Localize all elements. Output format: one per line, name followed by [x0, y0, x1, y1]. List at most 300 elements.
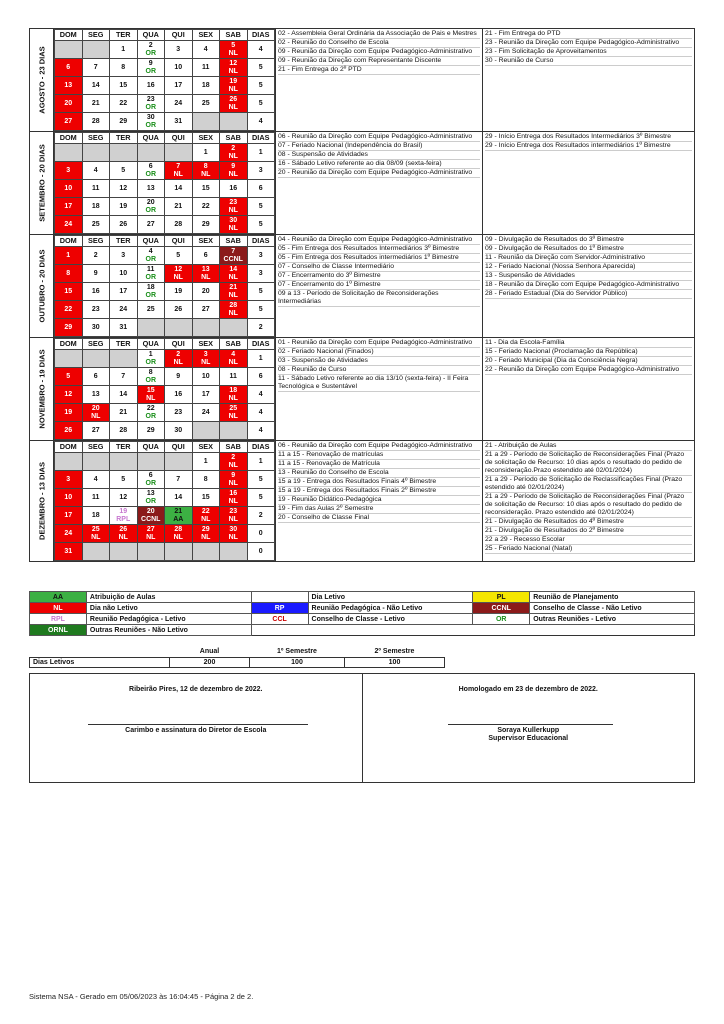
day-cell — [220, 113, 248, 131]
weekday-header: QUI — [165, 339, 193, 350]
day-code: OR — [145, 170, 156, 178]
day-cell — [110, 144, 138, 162]
legend-code: OR — [473, 614, 530, 625]
day-cell: 24 — [192, 404, 220, 422]
day-cell: 1 — [192, 453, 220, 471]
day-cell: 28 NL — [220, 301, 248, 319]
day-cell: 11 — [192, 59, 220, 77]
event-item: 19 - Fim das Aulas 2º Semestre — [278, 505, 480, 514]
weekday-header: TER — [110, 236, 138, 247]
day-cell: 23 NL — [220, 507, 248, 525]
day-cell — [82, 350, 110, 368]
day-cell: 9 NL — [220, 471, 248, 489]
day-cell: 6 — [82, 368, 110, 386]
legend-code: RPL — [30, 614, 87, 625]
day-cell: 2 NL — [220, 453, 248, 471]
day-cell: 30 — [82, 319, 110, 337]
week-school-days: 5 — [247, 489, 275, 507]
day-cell: 17 — [55, 198, 83, 216]
day-cell: 16 — [220, 180, 248, 198]
day-cell: 8 — [55, 265, 83, 283]
event-item: 07 - Encerramento do 3º Bimestre — [278, 272, 480, 281]
day-cell: 29 — [137, 422, 165, 440]
event-item: 07 - Encerramento do 1º Bimestre — [278, 281, 480, 290]
day-cell — [137, 453, 165, 471]
day-cell — [55, 41, 83, 59]
month-calendar — [54, 29, 275, 131]
legend-label: Reunião Pedagógica - Não Letivo — [308, 603, 473, 614]
day-cell: 5 — [110, 162, 138, 180]
month-label — [30, 235, 54, 337]
director-caption: Carimbo e assinatura do Diretor de Escola — [125, 727, 267, 734]
weekday-header: SEG — [82, 30, 110, 41]
summary-annual-value: 200 — [170, 657, 250, 667]
event-item: 21 a 29 - Período de Solicitação de Reconsiderações Final (Prazo de solicitação de Recurso: 10 dias após o resultado do pedido de reconsideração. Prazo estendido até 02/01/2024) — [485, 493, 692, 518]
event-item: 22 a 29 - Recesso Escolar — [485, 536, 692, 545]
day-cell: 30 NL — [220, 216, 248, 234]
weekday-header: DOM — [55, 236, 83, 247]
month-label-text: OUTUBRO - 20 DIAS — [37, 249, 46, 323]
events-list-secondary — [482, 235, 694, 337]
event-item: 11 - Reunião da Direção com Servidor-Administrativo — [485, 254, 692, 263]
event-item: 02 - Reunião do Conselho de Escola — [278, 39, 480, 48]
day-code: OR — [145, 121, 156, 129]
event-item: 11 - Sábado Letivo referente ao dia 13/10 (sexta-feira) - II Feira Tecnológica e Sustentável — [278, 375, 480, 392]
day-cell: 21 NL — [220, 283, 248, 301]
supervisor-signature — [363, 674, 695, 782]
month-label-text: SETEMBRO - 20 DIAS — [37, 144, 46, 222]
week-school-days: 5 — [247, 283, 275, 301]
day-code: OR — [145, 291, 156, 299]
month-label-text: DEZEMBRO - 13 DIAS — [37, 462, 46, 540]
day-cell: 18 NL — [220, 386, 248, 404]
event-item: 23 - Fim Solicitação de Aproveitamentos — [485, 48, 692, 57]
day-cell: 16 NL — [220, 489, 248, 507]
legend-code: PL — [473, 592, 530, 603]
day-cell: 22 — [110, 95, 138, 113]
day-cell: 9 NL — [220, 162, 248, 180]
day-cell: 18 — [82, 198, 110, 216]
day-cell: 12 — [110, 489, 138, 507]
event-item: 06 - Reunião da Direção com Equipe Pedagógico-Administrativo — [278, 133, 480, 142]
event-item: 29 - Início Entrega dos Resultados intermediários 1º Bimestre — [485, 142, 692, 151]
day-code: OR — [145, 49, 156, 57]
day-cell: 5 — [165, 247, 193, 265]
day-cell — [165, 319, 193, 337]
day-cell — [82, 453, 110, 471]
day-cell — [192, 543, 220, 561]
event-item: 21 - Divulgação de Resultados do 4º Bimestre — [485, 518, 692, 527]
event-item: 11 a 15 - Renovação de matrículas — [278, 451, 480, 460]
week-school-days: 4 — [247, 422, 275, 440]
day-cell: 28 — [165, 216, 193, 234]
day-cell: 26 — [55, 422, 83, 440]
day-cell: 11 — [82, 180, 110, 198]
event-item: 13 - Reunião do Conselho de Escola — [278, 469, 480, 478]
week-school-days: 5 — [247, 471, 275, 489]
day-cell: 10 — [110, 265, 138, 283]
day-cell: 1 — [55, 247, 83, 265]
summary-annual-header: Anual — [199, 648, 220, 656]
day-cell: 6 — [192, 247, 220, 265]
day-cell: 4 OR — [137, 247, 165, 265]
day-cell: 15 NL — [137, 386, 165, 404]
day-cell: 14 — [165, 489, 193, 507]
day-cell: 30 — [165, 422, 193, 440]
summary-s1-value: 100 — [250, 657, 345, 667]
day-cell: 20 NL — [82, 404, 110, 422]
legend-label: Outras Reuniões - Letivo — [530, 614, 695, 625]
day-cell: 10 — [55, 489, 83, 507]
event-item: 23 - Reunião da Direção com Equipe Pedagógico-Administrativo — [485, 39, 692, 48]
day-cell: 27 — [82, 422, 110, 440]
day-cell: 2 NL — [220, 144, 248, 162]
day-cell: 30 OR — [137, 113, 165, 131]
week-school-days: 4 — [247, 404, 275, 422]
legend-code: RP — [251, 603, 308, 614]
day-code: OR — [145, 273, 156, 281]
day-cell: 14 — [82, 77, 110, 95]
legend-label: Conselho de Classe - Não Letivo — [530, 603, 695, 614]
month-calendar — [54, 441, 275, 561]
event-item: 08 - Suspensão de Atividades — [278, 151, 480, 160]
day-cell: 24 — [55, 216, 83, 234]
day-cell: 7 CCNL — [220, 247, 248, 265]
events-list-secondary — [482, 132, 694, 234]
day-cell: 25 — [82, 216, 110, 234]
day-cell: 4 NL — [220, 350, 248, 368]
day-cell — [110, 543, 138, 561]
day-cell: 11 OR — [137, 265, 165, 283]
weekday-header: QUA — [137, 442, 165, 453]
day-cell: 15 — [55, 283, 83, 301]
events-list-secondary — [482, 29, 694, 131]
day-cell: 17 — [165, 77, 193, 95]
month-block — [29, 28, 695, 131]
day-code: OR — [145, 412, 156, 420]
day-cell: 8 — [110, 59, 138, 77]
place-date: Ribeirão Pires, 12 de dezembro de 2022. — [129, 686, 263, 693]
event-item: 16 - Sábado Letivo referente ao dia 08/09 (sexta-feira) — [278, 160, 480, 169]
month-label-text: NOVEMBRO - 19 DIAS — [37, 349, 46, 429]
week-school-days: 1 — [247, 350, 275, 368]
day-cell: 17 — [55, 507, 83, 525]
day-cell: 22 OR — [137, 404, 165, 422]
weekday-header: DOM — [55, 30, 83, 41]
day-cell: 12 — [110, 180, 138, 198]
event-item: 07 - Conselho de Classe Intermediário — [278, 263, 480, 272]
events-list-primary — [275, 338, 482, 440]
day-cell: 29 — [55, 319, 83, 337]
weekday-header: QUI — [165, 442, 193, 453]
day-cell: 1 — [192, 144, 220, 162]
legend-label: Outras Reuniões - Não Letivo — [86, 625, 251, 636]
event-item: 15 a 19 - Entrega dos Resultados Finais 2º Bimestre — [278, 487, 480, 496]
day-cell: 13 NL — [192, 265, 220, 283]
day-cell: 23 — [165, 404, 193, 422]
week-school-days: 0 — [247, 525, 275, 543]
day-cell: 19 RPL — [110, 507, 138, 525]
summary-row-label: Dias Letivos — [30, 657, 170, 667]
event-item: 21 a 29 - Período de Solicitação de Reconsiderações Final (Prazo de solicitação de Recurso: 10 dias após o resultado do pedido de reconsideração.Prazo estendido até 02/01/2024) — [485, 451, 692, 476]
weekday-header: DIAS — [247, 339, 275, 350]
month-label — [30, 338, 54, 440]
day-cell: 5 — [110, 471, 138, 489]
day-cell: 30 NL — [220, 525, 248, 543]
day-cell — [192, 113, 220, 131]
day-cell: 29 — [192, 216, 220, 234]
director-signature — [30, 674, 363, 782]
day-cell: 21 — [82, 95, 110, 113]
day-cell: 6 — [55, 59, 83, 77]
day-code: OR — [145, 376, 156, 384]
month-label — [30, 441, 54, 561]
day-cell: 2 OR — [137, 41, 165, 59]
day-cell — [82, 41, 110, 59]
legend-code — [251, 592, 308, 603]
day-cell: 22 — [55, 301, 83, 319]
event-item: 02 - Feriado Nacional (Finados) — [278, 348, 480, 357]
weekday-header: SEG — [82, 133, 110, 144]
week-school-days: 1 — [247, 144, 275, 162]
day-cell: 8 NL — [192, 162, 220, 180]
day-cell: 1 OR — [137, 350, 165, 368]
day-cell: 11 — [220, 368, 248, 386]
day-cell: 24 — [110, 301, 138, 319]
week-school-days: 3 — [247, 247, 275, 265]
day-cell: 26 NL — [220, 95, 248, 113]
event-item: 01 - Reunião da Direção com Equipe Pedagógico-Administrativo — [278, 339, 480, 348]
event-item: 12 - Feriado Nacional (Nossa Senhora Aparecida) — [485, 263, 692, 272]
day-cell: 3 — [55, 471, 83, 489]
event-item: 20 - Feriado Municipal (Dia da Consciência Negra) — [485, 357, 692, 366]
week-school-days: 4 — [247, 386, 275, 404]
day-cell: 28 — [82, 113, 110, 131]
day-cell: 31 — [165, 113, 193, 131]
legend-label: Reunião Pedagógica - Letivo — [86, 614, 251, 625]
events-list-primary — [275, 29, 482, 131]
day-cell — [137, 144, 165, 162]
event-item: 22 - Reunião da Direção com Equipe Pedagógico-Administrativo — [485, 366, 692, 375]
day-cell: 18 OR — [137, 283, 165, 301]
event-item: 04 - Reunião da Direção com Equipe Pedagógico-Administrativo — [278, 236, 480, 245]
legend-code: AA — [30, 592, 87, 603]
weekday-header: SAB — [220, 133, 248, 144]
day-cell: 5 NL — [220, 41, 248, 59]
day-cell: 3 NL — [192, 350, 220, 368]
event-item: 09 - Reunião da Direção com Equipe Pedagógico-Administrativo — [278, 48, 480, 57]
weekday-header: QUA — [137, 236, 165, 247]
weekday-header: SEX — [192, 133, 220, 144]
school-days-summary — [29, 647, 445, 668]
month-label — [30, 132, 54, 234]
week-school-days: 5 — [247, 216, 275, 234]
day-cell: 17 — [110, 283, 138, 301]
day-cell: 21 AA — [165, 507, 193, 525]
event-item: 25 - Feriado Nacional (Natal) — [485, 545, 692, 554]
event-item: 18 - Reunião da Direção com Equipe Pedagógico-Administrativo — [485, 281, 692, 290]
day-cell: 21 — [165, 198, 193, 216]
weekday-header: DOM — [55, 133, 83, 144]
day-cell: 4 — [82, 162, 110, 180]
week-school-days: 5 — [247, 59, 275, 77]
day-cell: 28 NL — [165, 525, 193, 543]
day-cell — [220, 422, 248, 440]
day-cell — [82, 543, 110, 561]
week-school-days: 4 — [247, 113, 275, 131]
event-item: 21 - Divulgação de Resultados do 2º Bimestre — [485, 527, 692, 536]
event-item: 09 - Reunião da Direção com Representante Discente — [278, 57, 480, 66]
weekday-header: SEX — [192, 236, 220, 247]
events-list-primary — [275, 235, 482, 337]
day-cell — [192, 422, 220, 440]
event-item: 09 a 13 - Período de Solicitação de Reconsiderações Intermediárias — [278, 290, 480, 307]
week-school-days: 5 — [247, 198, 275, 216]
month-block — [29, 337, 695, 440]
weekday-header: SEG — [82, 339, 110, 350]
day-cell: 25 — [192, 95, 220, 113]
legend-label: Conselho de Classe - Letivo — [308, 614, 473, 625]
month-label — [30, 29, 54, 131]
week-school-days: 4 — [247, 41, 275, 59]
day-code: OR — [145, 358, 156, 366]
day-cell: 13 — [137, 180, 165, 198]
day-cell: 20 CCNL — [137, 507, 165, 525]
event-item: 28 - Feriado Estadual (Dia do Servidor Público) — [485, 290, 692, 299]
day-cell: 16 — [82, 283, 110, 301]
weekday-header: DOM — [55, 442, 83, 453]
month-block — [29, 131, 695, 234]
day-cell: 6 OR — [137, 471, 165, 489]
weekday-header: DIAS — [247, 133, 275, 144]
day-cell: 19 — [110, 198, 138, 216]
day-cell — [55, 453, 83, 471]
event-item: 21 - Atribuição de Aulas — [485, 442, 692, 451]
event-item: 15 - Feriado Nacional (Proclamação da República) — [485, 348, 692, 357]
day-cell — [192, 319, 220, 337]
event-item: 05 - Fim Entrega dos Resultados intermediários 1º Bimestre — [278, 254, 480, 263]
day-cell: 11 — [82, 489, 110, 507]
day-code: OR — [145, 67, 156, 75]
event-item: 03 - Suspensão de Atividades — [278, 357, 480, 366]
month-block — [29, 234, 695, 337]
day-cell: 31 — [110, 319, 138, 337]
day-cell: 12 NL — [220, 59, 248, 77]
day-cell — [137, 543, 165, 561]
day-cell — [110, 350, 138, 368]
day-cell: 3 — [55, 162, 83, 180]
day-cell: 5 — [55, 368, 83, 386]
day-cell — [165, 543, 193, 561]
weekday-header: QUI — [165, 236, 193, 247]
event-item: 13 - Suspensão de Atividades — [485, 272, 692, 281]
day-cell: 16 — [137, 77, 165, 95]
supervisor-name: Soraya Kullerkupp — [497, 727, 560, 734]
day-cell: 19 — [165, 283, 193, 301]
day-cell: 25 NL — [220, 404, 248, 422]
week-school-days: 5 — [247, 77, 275, 95]
month-calendar — [54, 235, 275, 337]
day-cell: 22 — [192, 198, 220, 216]
day-cell — [220, 543, 248, 561]
day-cell: 18 — [192, 77, 220, 95]
weekday-header: TER — [110, 133, 138, 144]
day-cell: 7 — [82, 59, 110, 77]
event-item: 11 a 15 - Renovação de Matrícula — [278, 460, 480, 469]
weekday-header: DIAS — [247, 30, 275, 41]
day-cell: 9 — [82, 265, 110, 283]
weekday-header: QUA — [137, 30, 165, 41]
day-cell: 27 — [192, 301, 220, 319]
day-cell — [82, 144, 110, 162]
event-item: 08 - Reunião de Curso — [278, 366, 480, 375]
day-cell: 14 NL — [220, 265, 248, 283]
events-list-secondary — [482, 441, 694, 561]
day-cell: 27 — [55, 113, 83, 131]
event-item: 09 - Divulgação de Resultados do 1º Bimestre — [485, 245, 692, 254]
day-cell — [110, 453, 138, 471]
month-calendar — [54, 338, 275, 440]
weekday-header: SEG — [82, 442, 110, 453]
day-cell: 10 — [165, 59, 193, 77]
day-cell: 24 — [165, 95, 193, 113]
weekday-header: SEG — [82, 236, 110, 247]
events-list-secondary — [482, 338, 694, 440]
calendar-months — [29, 28, 695, 562]
day-cell: 15 — [110, 77, 138, 95]
day-cell: 20 OR — [137, 198, 165, 216]
day-cell: 18 — [82, 507, 110, 525]
day-cell: 14 — [165, 180, 193, 198]
week-school-days: 0 — [247, 543, 275, 561]
summary-s1-header: 1º Semestre — [277, 648, 317, 656]
day-cell: 7 — [110, 368, 138, 386]
day-cell: 27 NL — [137, 525, 165, 543]
event-item: 09 - Divulgação de Resultados do 3º Bimestre — [485, 236, 692, 245]
day-cell: 27 — [137, 216, 165, 234]
day-code: OR — [145, 497, 156, 505]
day-cell: 10 — [192, 368, 220, 386]
day-cell: 31 — [55, 543, 83, 561]
day-cell: 23 — [82, 301, 110, 319]
legend-code: NL — [30, 603, 87, 614]
day-code: OR — [145, 206, 156, 214]
day-cell: 15 — [192, 180, 220, 198]
summary-s2-header: 2º Semestre — [374, 648, 415, 656]
day-cell: 26 — [110, 216, 138, 234]
weekday-header: SEX — [192, 339, 220, 350]
event-item: 05 - Fim Entrega dos Resultados Intermediários 3º Bimestre — [278, 245, 480, 254]
day-cell: 24 — [55, 525, 83, 543]
week-school-days: 6 — [247, 180, 275, 198]
summary-s2-value: 100 — [345, 657, 445, 667]
weekday-header: TER — [110, 30, 138, 41]
weekday-header: TER — [110, 442, 138, 453]
day-cell: 16 — [165, 386, 193, 404]
day-cell: 19 NL — [220, 77, 248, 95]
events-list-primary — [275, 132, 482, 234]
weekday-header: QUA — [137, 133, 165, 144]
day-cell: 29 NL — [192, 525, 220, 543]
homologated-text: Homologado em 23 de dezembro de 2022. — [458, 686, 598, 693]
day-cell: 9 OR — [137, 59, 165, 77]
weekday-header: SEX — [192, 30, 220, 41]
month-block — [29, 440, 695, 562]
supervisor-signature-line — [448, 724, 613, 725]
weekday-header: SAB — [220, 339, 248, 350]
events-list-primary — [275, 441, 482, 561]
month-label-text: AGOSTO - 23 DIAS — [37, 46, 46, 114]
